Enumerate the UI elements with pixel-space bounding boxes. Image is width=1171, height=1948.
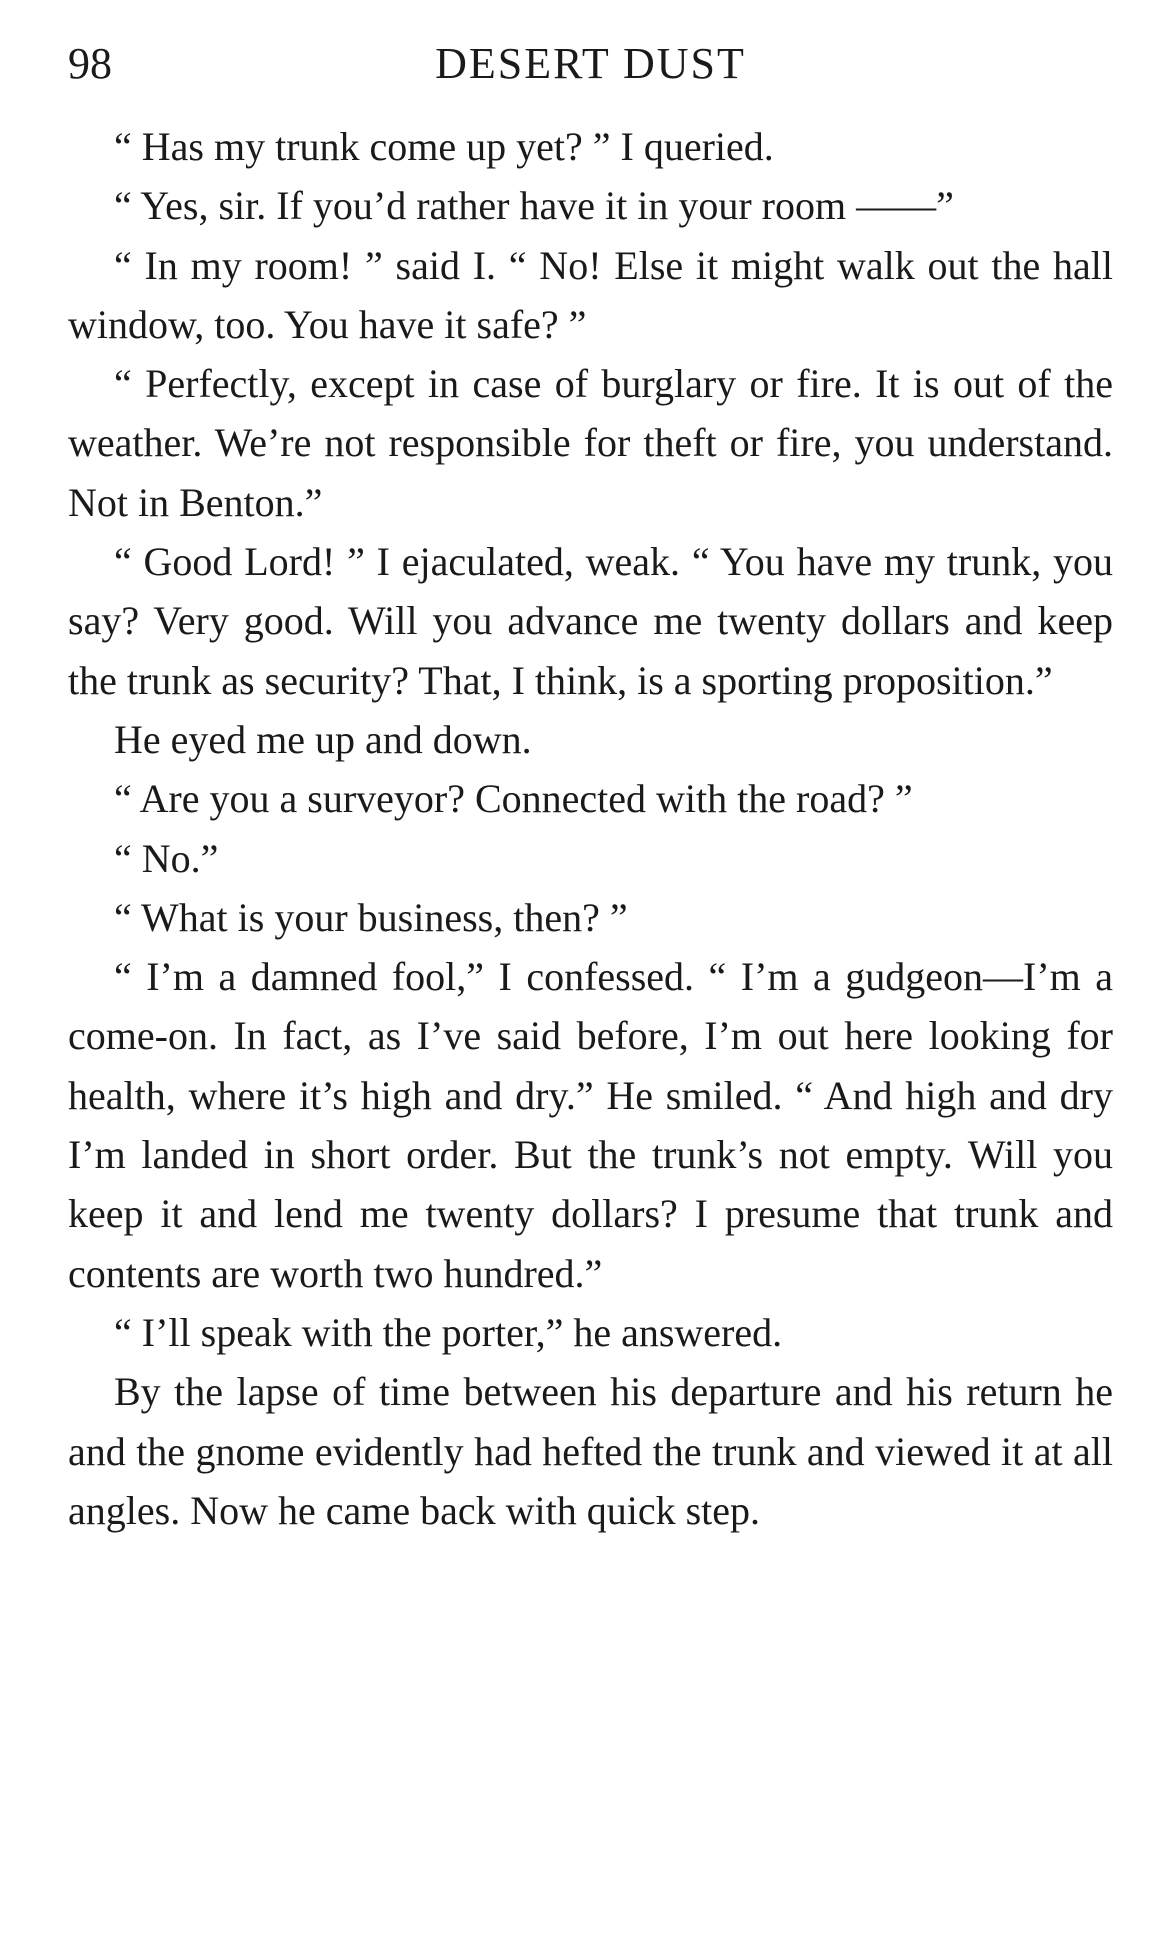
paragraph: “ Yes, sir. If you’d rather have it in your room ——” xyxy=(114,183,954,229)
paragraph: “ Are you a surveyor? Connected with the road? ” xyxy=(114,776,913,822)
paragraph: “ I’m a damned fool,” I confessed. “ I’m a gudgeon—I’m a come-on. In fact, as I’ve said before, I’m out here looking for health, where it’s high and dry.” He smiled. “ And high and dry I’m landed in short order. But the trunk’s not empty. Will you keep it and lend me twenty dollars? I presume that trunk and contents are worth two hundred.” xyxy=(68,954,1113,1296)
page-header xyxy=(68,34,1113,94)
paragraph: “ Has my trunk come up yet? ” I queried. xyxy=(114,124,774,169)
paragraph: “ No.” xyxy=(114,835,219,881)
page-number: 98 xyxy=(68,39,112,88)
paragraph: “ I’ll speak with the porter,” he answered. xyxy=(114,1309,783,1355)
paragraph: “ What is your business, then? ” xyxy=(114,894,628,940)
page-body xyxy=(68,117,1113,1540)
paragraph: “ Perfectly, except in case of burglary or fire. It is out of the weather. We’re not responsible for theft or fire, you understand. Not in Benton.” xyxy=(68,361,1113,525)
paragraph: “ Good Lord! ” I ejaculated, weak. “ You have my trunk, you say? Very good. Will you advance me twenty dollars and keep the trunk as security? That, I think, is a sporting proposition.” xyxy=(68,539,1113,703)
paragraph: By the lapse of time between his departure and his return he and the gnome evidently had hefted the trunk and viewed it at all angles. Now he came back with quick step. xyxy=(68,1369,1113,1533)
running-head: DESERT DUST xyxy=(435,39,746,88)
paragraph: He eyed me up and down. xyxy=(114,716,532,762)
paragraph: “ In my room! ” said I. “ No! Else it might walk out the hall window, too. You have it safe? ” xyxy=(68,242,1113,347)
